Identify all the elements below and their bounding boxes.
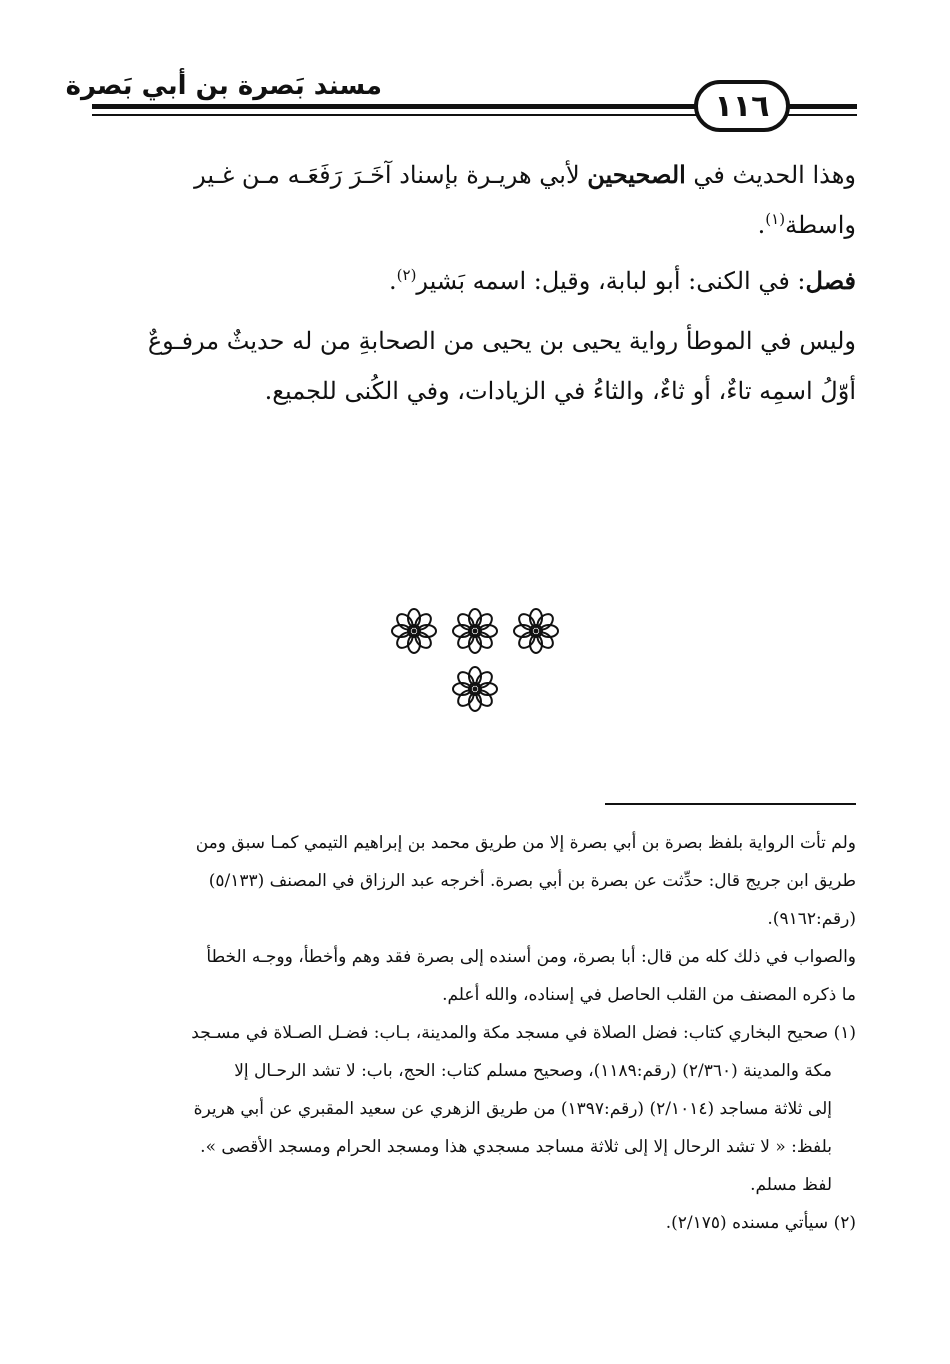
flower-ornament-row-1 — [0, 607, 950, 659]
paragraph-2 — [92, 256, 856, 306]
paragraph-3 — [92, 316, 856, 366]
p2-end: . — [389, 267, 397, 295]
p3-line-1: وليس في الموطأ رواية يحيى بن يحيى من الصحابةِ من له حديثٌ مرفـوعٌ — [147, 327, 856, 355]
footnote-continuation-line: ما ذكره المصنف من القلب الحاصل في إسناده، والله أعلم. — [442, 985, 856, 1005]
paragraph-1 — [92, 150, 856, 200]
footnote-continuation-line: طريق ابن جريج قال: حدِّثت عن بصرة بن أبي بصرة. أخرجه عبد الرزاق في المصنف (٥/١٣٣) — [208, 871, 856, 891]
paragraph-3-cont — [92, 366, 856, 416]
running-title: مسند بَصرة بن أبي بَصرة — [65, 71, 382, 101]
p1-end: . — [757, 211, 766, 239]
footnote-ref-1[interactable]: (١) — [765, 210, 786, 228]
footnote-continuation-line: ولم تأت الرواية بلفظ بصرة بن أبي بصرة إلا من طريق محمد بن إبراهيم التيمي كمـا سبق ومن — [195, 833, 856, 853]
footnote-1-line: لفظ مسلم. — [750, 1175, 832, 1195]
footnote-1-line: (١) صحيح البخاري كتاب: فضل الصلاة في مسجد مكة والمدينة، بـاب: فضـل الصـلاة في مسـجد — [191, 1023, 856, 1043]
footnote-1-line: مكة والمدينة (٢/٣٦٠) (رقم:١١٨٩)، وصحيح مسلم كتاب: الحج، باب: لا تشد الرحـال إلا — [234, 1061, 832, 1081]
p2-text: : في الكنى: أبو لبابة، وقيل: اسمه بَشير — [416, 267, 806, 295]
p1-text-c: واسطة — [785, 211, 856, 239]
section-heading-fasl: فصل — [805, 266, 856, 295]
p3-line-2: أوّلُ اسمِه تاءٌ، أو ثاءٌ، والثاءُ في الزيادات، وفي الكُنى للجميع. — [264, 377, 856, 405]
p1-bold-term: الصحيحين — [587, 160, 686, 189]
main-text — [92, 150, 856, 416]
p1-text-a: وهذا الحديث في — [685, 161, 856, 189]
footnote-separator — [605, 803, 856, 805]
footnote-2-line: (٢) سيأتي مسنده (٢/١٧٥). — [665, 1213, 856, 1233]
flower-ornament-icon — [390, 607, 438, 655]
footnote-1-line: إلى ثلاثة مساجد (٢/١٠١٤) (رقم:١٣٩٧) من طريق الزهري عن سعيد المقبري عن أبي هريرة — [193, 1099, 832, 1119]
footnote-continuation-line: (رقم:٩١٦٢). — [767, 909, 856, 929]
footnote-ref-2[interactable]: (٢) — [396, 266, 417, 284]
paragraph-1-cont — [92, 200, 856, 250]
flower-ornament-icon — [512, 607, 560, 655]
footnotes — [92, 824, 856, 1242]
footnote-1-line: بلفظ: « لا تشد الرحال إلا إلى ثلاثة مساجد مسجدي هذا ومسجد الحرام ومسجد الأقصى ». — [200, 1137, 832, 1157]
p1-text-b: لأبي هريـرة بإسناد آخَـرَ رَفَعَـه مـن غـير — [194, 161, 588, 189]
flower-ornament-row-2 — [0, 665, 950, 717]
flower-ornament-icon — [451, 607, 499, 655]
page-number: ١١٦ — [714, 88, 770, 124]
flower-ornament-icon — [451, 665, 499, 713]
footnote-continuation-line: والصواب في ذلك كله من قال: أبا بصرة، ومن أسنده إلى بصرة فقد وهم وأخطأ، ووجـه الخطأ — [206, 947, 856, 967]
page-number-badge — [694, 80, 790, 132]
